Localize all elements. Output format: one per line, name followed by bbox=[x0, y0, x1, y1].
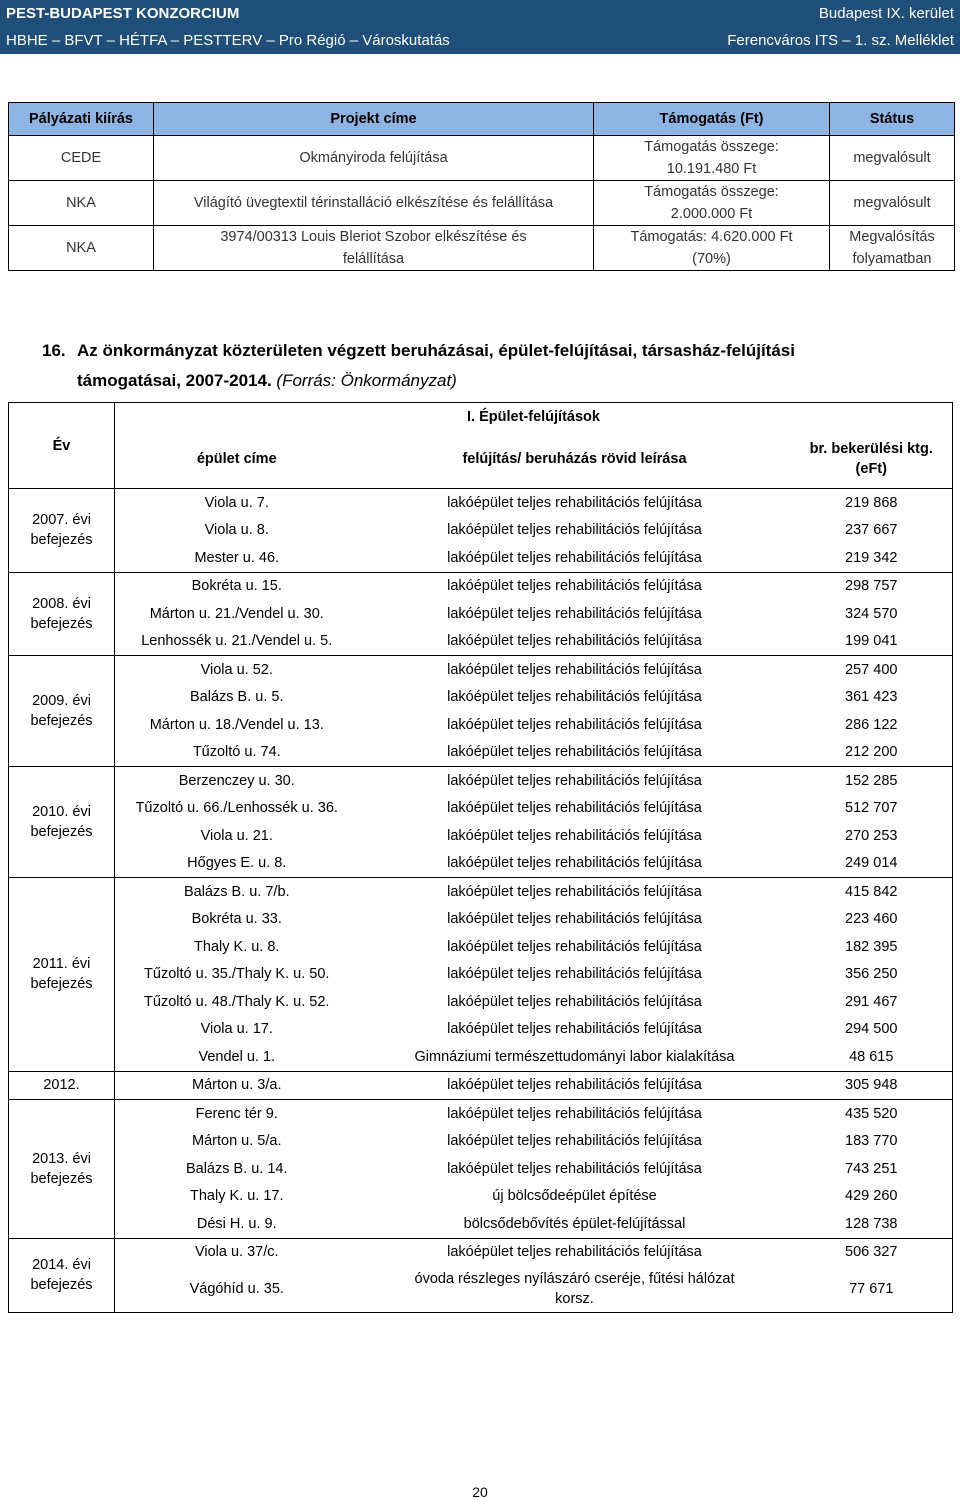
cost-cell: 324 570 bbox=[791, 600, 953, 628]
address-cell: Viola u. 37/c. bbox=[115, 1238, 359, 1266]
table-row bbox=[9, 988, 953, 1016]
table-row bbox=[9, 767, 953, 795]
cost-cell: 223 460 bbox=[791, 906, 953, 934]
table-row bbox=[9, 739, 953, 767]
cost-cell: 356 250 bbox=[791, 961, 953, 989]
cell-text: Támogatás összege: bbox=[644, 184, 779, 200]
year-cell bbox=[9, 1100, 115, 1239]
description-cell: lakóépület teljes rehabilitációs felújítása bbox=[359, 1238, 791, 1266]
cost-cell: 128 738 bbox=[791, 1210, 953, 1238]
year-label: 2014. évi bbox=[32, 1257, 91, 1273]
cell-text: felállítása bbox=[342, 251, 405, 267]
cost-cell: 298 757 bbox=[791, 572, 953, 600]
description-cell: lakóépület teljes rehabilitációs felújítása bbox=[447, 689, 702, 706]
header-group: I. Épület-felújítások bbox=[115, 403, 953, 431]
header-bottom-bar bbox=[0, 26, 960, 54]
grants-table bbox=[8, 102, 955, 271]
year-label: 2010. évi bbox=[32, 804, 91, 820]
cost-cell: 249 014 bbox=[791, 850, 953, 878]
cost-cell: 257 400 bbox=[791, 656, 953, 684]
table-row bbox=[9, 1238, 953, 1266]
partners-list: HBHE – BFVT – HÉTFA – PESTTERV – Pro Régió – Városkutatás bbox=[6, 31, 450, 49]
address-cell: Hőgyes E. u. 8. bbox=[115, 850, 359, 878]
cost-cell: 435 520 bbox=[791, 1100, 953, 1128]
address-cell: Viola u. 21. bbox=[115, 822, 359, 850]
cost-cell: 305 948 bbox=[791, 1071, 953, 1100]
cell-text: 3974/00313 Louis Bleriot Szobor elkészítése és bbox=[220, 229, 527, 245]
description-cell: lakóépület teljes rehabilitációs felújítása bbox=[447, 1133, 702, 1150]
year-label: 2011. évi bbox=[32, 956, 91, 973]
year-sublabel: befejezés bbox=[30, 713, 93, 729]
description-cell: lakóépület teljes rehabilitációs felújítása bbox=[447, 966, 702, 983]
year-cell bbox=[9, 572, 115, 656]
cost-cell: 48 615 bbox=[791, 1043, 953, 1071]
cell-text: 10.191.480 Ft bbox=[666, 161, 757, 177]
table-row bbox=[9, 1071, 953, 1100]
cell-kiiras: NKA bbox=[9, 226, 154, 271]
header-kiiras: Pályázati kiírás bbox=[9, 103, 154, 136]
cost-cell: 183 770 bbox=[791, 1128, 953, 1156]
address-cell: Tűzoltó u. 48./Thaly K. u. 52. bbox=[115, 988, 359, 1016]
year-sublabel: befejezés bbox=[30, 615, 93, 632]
cell-status: megvalósult bbox=[830, 136, 955, 181]
cost-cell: 77 671 bbox=[791, 1266, 953, 1312]
consortium-name: PEST-BUDAPEST KONZORCIUM bbox=[6, 4, 240, 22]
table-row bbox=[9, 1016, 953, 1044]
cell-text: folyamatban bbox=[852, 251, 932, 267]
table-row bbox=[9, 1210, 953, 1238]
description-cell bbox=[359, 1266, 791, 1312]
header-address: épület címe bbox=[115, 431, 359, 489]
cost-cell: 743 251 bbox=[791, 1155, 953, 1183]
header-cost-line1: br. bekerülési ktg. bbox=[809, 441, 933, 458]
description-cell: lakóépület teljes rehabilitációs felújítása bbox=[447, 938, 702, 955]
table-row bbox=[9, 1266, 953, 1312]
cell-status: megvalósult bbox=[830, 181, 955, 226]
address-cell: Thaly K. u. 17. bbox=[115, 1183, 359, 1211]
address-cell: Vendel u. 1. bbox=[115, 1043, 359, 1071]
year-label: 2012. bbox=[43, 1077, 80, 1094]
table-row bbox=[9, 628, 953, 656]
year-label: 2008. évi bbox=[32, 595, 91, 612]
cell-cim: Okmányiroda felújítása bbox=[154, 136, 594, 181]
description-cell: bölcsődebővítés épület-felújítással bbox=[359, 1210, 791, 1238]
year-label: 2009. évi bbox=[32, 693, 91, 709]
address-cell: Thaly K. u. 8. bbox=[115, 933, 359, 961]
table-row bbox=[9, 656, 953, 684]
table-row bbox=[9, 136, 955, 181]
cost-cell: 291 467 bbox=[791, 988, 953, 1016]
cost-cell: 219 342 bbox=[791, 544, 953, 572]
address-cell: Tűzoltó u. 66./Lenhossék u. 36. bbox=[115, 795, 359, 823]
table-row bbox=[9, 795, 953, 823]
header-top-bar bbox=[0, 0, 960, 26]
cell-text: Támogatás: 4.620.000 Ft bbox=[630, 229, 793, 245]
year-sublabel: befejezés bbox=[30, 532, 93, 549]
cost-cell: 182 395 bbox=[791, 933, 953, 961]
address-cell: Mester u. 46. bbox=[115, 544, 359, 572]
address-cell: Márton u. 18./Vendel u. 13. bbox=[115, 711, 359, 739]
table-row bbox=[9, 961, 953, 989]
table-row bbox=[9, 684, 953, 712]
cost-cell: 286 122 bbox=[791, 711, 953, 739]
description-line: óvoda részleges nyílászáró cseréje, fűtési hálózat bbox=[414, 1270, 735, 1287]
table-row bbox=[9, 489, 953, 517]
year-sublabel: befejezés bbox=[30, 824, 93, 840]
cost-cell: 152 285 bbox=[791, 767, 953, 795]
year-cell bbox=[9, 767, 115, 878]
table-row bbox=[9, 572, 953, 600]
section-number: 16. bbox=[42, 341, 66, 360]
table-row bbox=[9, 822, 953, 850]
description-cell: lakóépület teljes rehabilitációs felújítása bbox=[359, 767, 791, 795]
description-cell: lakóépület teljes rehabilitációs felújítása bbox=[447, 522, 702, 539]
address-cell: Bokréta u. 15. bbox=[115, 572, 359, 600]
year-label: 2007. évi bbox=[32, 512, 91, 529]
cost-cell: 429 260 bbox=[791, 1183, 953, 1211]
cost-cell: 361 423 bbox=[791, 684, 953, 712]
table-row bbox=[9, 711, 953, 739]
cell-kiiras: CEDE bbox=[9, 136, 154, 181]
year-sublabel: befejezés bbox=[30, 1277, 93, 1293]
table-row bbox=[9, 1043, 953, 1071]
cell-text: 2.000.000 Ft bbox=[670, 206, 753, 222]
table-row bbox=[9, 517, 953, 545]
cost-cell: 199 041 bbox=[791, 628, 953, 656]
description-cell: lakóépület teljes rehabilitációs felújítása bbox=[359, 1100, 791, 1128]
description-cell: lakóépület teljes rehabilitációs felújítása bbox=[447, 800, 702, 817]
document-reference: Ferencváros ITS – 1. sz. Melléklet bbox=[727, 31, 954, 49]
cell-tamogatas bbox=[594, 136, 830, 181]
grants-table-header bbox=[9, 103, 955, 136]
column-header-row bbox=[9, 431, 953, 489]
description-line: korsz. bbox=[555, 1290, 594, 1307]
description-cell: lakóépület teljes rehabilitációs felújítása bbox=[447, 605, 702, 622]
section-title-line2 bbox=[77, 366, 457, 395]
year-cell bbox=[9, 489, 115, 573]
table-row bbox=[9, 1128, 953, 1156]
cost-cell: 212 200 bbox=[791, 739, 953, 767]
table-row bbox=[9, 1155, 953, 1183]
description-cell: lakóépület teljes rehabilitációs felújítása bbox=[359, 572, 791, 600]
year-cell bbox=[9, 656, 115, 767]
year-cell bbox=[9, 1071, 115, 1100]
section-title-line1: Az önkormányzat közterületen végzett beruházásai, épület-felújításai, társasház-felújítási bbox=[77, 341, 795, 360]
section-source: (Forrás: Önkormányzat) bbox=[276, 371, 457, 390]
renovations-table bbox=[8, 402, 953, 1313]
cost-cell: 270 253 bbox=[791, 822, 953, 850]
address-cell: Lenhossék u. 21./Vendel u. 5. bbox=[115, 628, 359, 656]
address-cell: Dési H. u. 9. bbox=[115, 1210, 359, 1238]
table-row bbox=[9, 933, 953, 961]
address-cell: Márton u. 5/a. bbox=[115, 1128, 359, 1156]
address-cell: Tűzoltó u. 74. bbox=[115, 739, 359, 767]
cost-cell: 219 868 bbox=[791, 489, 953, 517]
year-cell bbox=[9, 1238, 115, 1312]
cost-cell: 415 842 bbox=[791, 878, 953, 906]
section-title-text: támogatásai, 2007-2014. bbox=[77, 371, 272, 390]
header-tamogatas: Támogatás (Ft) bbox=[594, 103, 830, 136]
header-cost-line2: (eFt) bbox=[855, 461, 887, 478]
table-row bbox=[9, 878, 953, 906]
address-cell: Balázs B. u. 5. bbox=[115, 684, 359, 712]
address-cell: Viola u. 7. bbox=[115, 489, 359, 517]
address-cell: Márton u. 21./Vendel u. 30. bbox=[115, 600, 359, 628]
address-cell: Ferenc tér 9. bbox=[115, 1100, 359, 1128]
address-cell: Viola u. 8. bbox=[115, 517, 359, 545]
description-cell: új bölcsődeépület építése bbox=[492, 1188, 657, 1205]
group-header-row bbox=[9, 403, 953, 431]
cost-cell: 294 500 bbox=[791, 1016, 953, 1044]
cost-cell: 237 667 bbox=[791, 517, 953, 545]
cell-text: Megvalósítás bbox=[849, 229, 935, 245]
table-row bbox=[9, 906, 953, 934]
description-cell: Gimnáziumi természettudományi labor kialakítása bbox=[359, 1043, 791, 1071]
table-row bbox=[9, 1100, 953, 1128]
description-cell: lakóépület teljes rehabilitációs felújítása bbox=[447, 1021, 702, 1038]
description-cell: lakóépület teljes rehabilitációs felújítása bbox=[359, 544, 791, 572]
cell-text: Támogatás összege: bbox=[644, 139, 779, 155]
address-cell: Viola u. 52. bbox=[115, 656, 359, 684]
cell-cim: Világító üvegtextil térinstalláció elkészítése és felállítása bbox=[154, 181, 594, 226]
renovations-body bbox=[9, 489, 953, 1313]
header-projekt: Projekt címe bbox=[154, 103, 594, 136]
cost-cell: 506 327 bbox=[791, 1238, 953, 1266]
address-cell: Tűzoltó u. 35./Thaly K. u. 50. bbox=[115, 961, 359, 989]
year-cell bbox=[9, 878, 115, 1072]
cell-tamogatas bbox=[594, 226, 830, 271]
description-cell: lakóépület teljes rehabilitációs felújítása bbox=[359, 656, 791, 684]
table-row bbox=[9, 850, 953, 878]
page-number: 20 bbox=[472, 1484, 488, 1500]
table-row bbox=[9, 544, 953, 572]
header-cost bbox=[791, 431, 953, 489]
description-cell: lakóépület teljes rehabilitációs felújítása bbox=[359, 878, 791, 906]
address-cell: Bokréta u. 33. bbox=[115, 906, 359, 934]
address-cell: Balázs B. u. 7/b. bbox=[115, 878, 359, 906]
description-cell: lakóépület teljes rehabilitációs felújítása bbox=[359, 739, 791, 767]
table-row bbox=[9, 600, 953, 628]
header-description: felújítás/ beruházás rövid leírása bbox=[359, 431, 791, 489]
year-label: 2013. évi bbox=[32, 1150, 91, 1167]
cost-cell: 512 707 bbox=[791, 795, 953, 823]
table-row bbox=[9, 1183, 953, 1211]
header-year: Év bbox=[9, 403, 115, 489]
year-sublabel: befejezés bbox=[30, 976, 93, 993]
address-cell: Viola u. 17. bbox=[115, 1016, 359, 1044]
cell-text: (70%) bbox=[692, 251, 731, 267]
address-cell: Balázs B. u. 14. bbox=[115, 1155, 359, 1183]
description-cell: lakóépület teljes rehabilitációs felújítása bbox=[447, 993, 702, 1010]
description-cell: lakóépület teljes rehabilitációs felújítása bbox=[447, 827, 702, 844]
description-cell: lakóépület teljes rehabilitációs felújítása bbox=[359, 850, 791, 878]
cell-cim bbox=[154, 226, 594, 271]
cell-status bbox=[830, 226, 955, 271]
description-cell: lakóépület teljes rehabilitációs felújítása bbox=[447, 716, 702, 733]
address-cell: Berzenczey u. 30. bbox=[115, 767, 359, 795]
cell-kiiras: NKA bbox=[9, 181, 154, 226]
header-status: Státus bbox=[830, 103, 955, 136]
description-cell: lakóépület teljes rehabilitációs felújítása bbox=[359, 628, 791, 656]
address-cell: Márton u. 3/a. bbox=[115, 1071, 359, 1100]
address-cell: Vágóhíd u. 35. bbox=[115, 1266, 359, 1312]
description-cell: lakóépület teljes rehabilitációs felújítása bbox=[447, 911, 702, 928]
year-sublabel: befejezés bbox=[30, 1170, 93, 1187]
cell-tamogatas bbox=[594, 181, 830, 226]
description-cell: lakóépület teljes rehabilitációs felújítása bbox=[359, 489, 791, 517]
district-name: Budapest IX. kerület bbox=[818, 4, 954, 22]
table-row bbox=[9, 181, 955, 226]
description-cell: lakóépület teljes rehabilitációs felújítása bbox=[447, 1160, 702, 1177]
description-cell: lakóépület teljes rehabilitációs felújítása bbox=[359, 1071, 791, 1100]
table-row bbox=[9, 226, 955, 271]
